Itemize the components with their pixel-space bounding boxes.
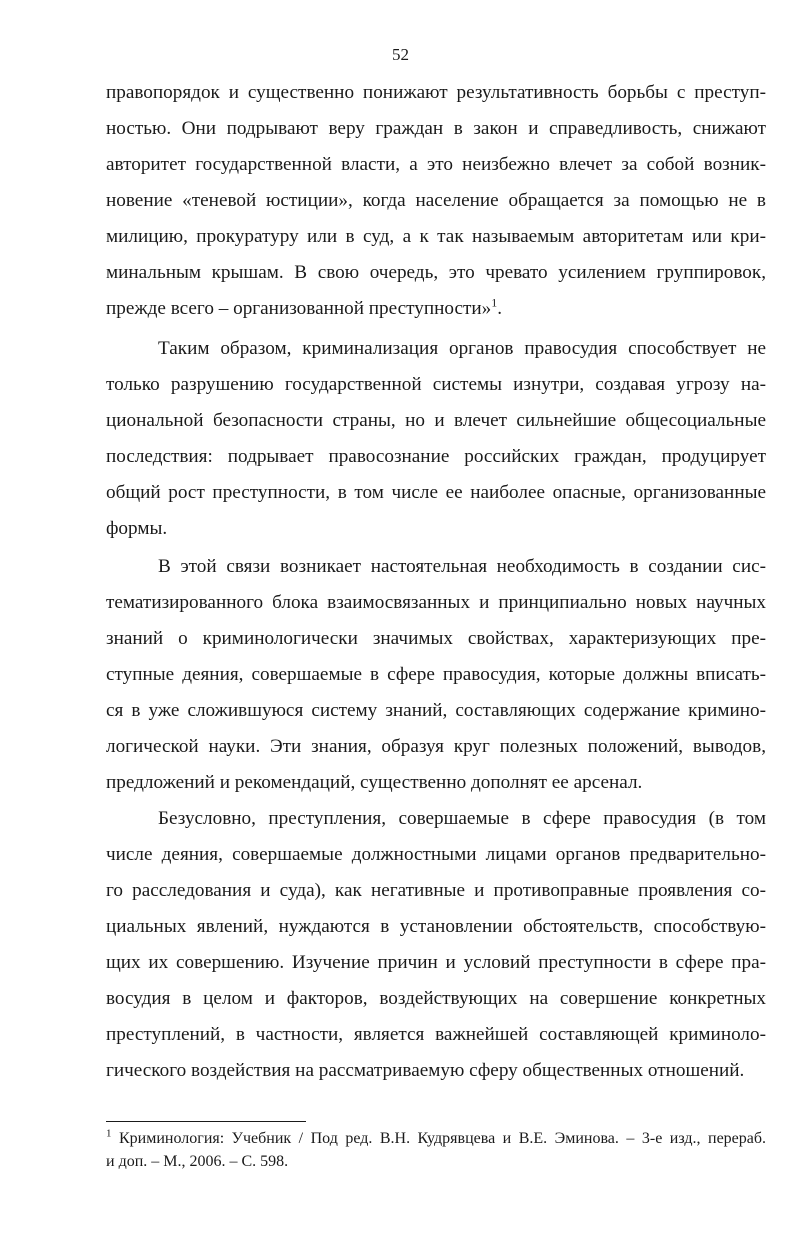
text-line: щих их совершению. Изучение причин и условий преступности в сфере пра- bbox=[106, 952, 766, 973]
text-line-with-footnote-ref bbox=[106, 297, 766, 321]
sentence-period: . bbox=[497, 298, 503, 319]
text-line: предложений и рекомендаций, существенно дополнят ее арсенал. bbox=[106, 772, 643, 793]
text-line: преступлений, в частности, является важнейшей составляющей криминоло- bbox=[106, 1024, 766, 1045]
text-line: общий рост преступности, в том числе ее наиболее опасные, организованные bbox=[106, 482, 766, 503]
text-line: правопорядок и существенно понижают результативность борьбы с преступ- bbox=[106, 82, 766, 103]
footnote-line: и доп. – М., 2006. – С. 598. bbox=[106, 1153, 289, 1170]
text-line: числе деяния, совершаемые должностными лицами органов предварительно- bbox=[106, 844, 766, 865]
text-line: тематизированного блока взаимосвязанных и принципиально новых научных bbox=[106, 592, 766, 613]
footnote-line bbox=[106, 1128, 766, 1150]
footnote-separator bbox=[106, 1121, 306, 1122]
text-line: авторитет государственной власти, а это неизбежно влечет за собой возник- bbox=[106, 154, 766, 175]
text-line: только разрушению государственной системы изнутри, создавая угрозу на- bbox=[106, 374, 766, 395]
footnote-text: Криминология: Учебник / Под ред. В.Н. Кудрявцева и В.Е. Эминова. – 3-е изд., перераб. bbox=[119, 1130, 767, 1147]
text-line: го расследования и суда), как негативные и противоправные проявления со- bbox=[106, 880, 766, 901]
text-line: ся в уже сложившуюся систему знаний, составляющих содержание кримино- bbox=[106, 700, 766, 721]
text-line: циональной безопасности страны, но и влечет сильнейшие общесоциальные bbox=[106, 410, 766, 431]
text-line: циальных явлений, нуждаются в установлении обстоятельств, способствую- bbox=[106, 916, 766, 937]
text-line: логической науки. Эти знания, образуя круг полезных положений, выводов, bbox=[106, 736, 766, 757]
footnote-marker: 1 bbox=[106, 1127, 112, 1140]
text-line: формы. bbox=[106, 518, 168, 539]
footnote-reference: 1 bbox=[491, 295, 498, 310]
text-line: минальным крышам. В свою очередь, это чревато усилением группировок, bbox=[106, 262, 766, 283]
text-line: ступные деяния, совершаемые в сфере правосудия, которые должны вписать- bbox=[106, 664, 766, 685]
text-line: восудия в целом и факторов, воздействующих на совершение конкретных bbox=[106, 988, 766, 1009]
text-line: знаний о криминологически значимых свойствах, характеризующих пре- bbox=[106, 628, 766, 649]
text-line: В этой связи возникает настоятельная необходимость в создании сис- bbox=[158, 556, 766, 577]
text-line: гического воздействия на рассматриваемую сферу общественных отношений. bbox=[106, 1060, 745, 1081]
text-line: Безусловно, преступления, совершаемые в сфере правосудия (в том bbox=[158, 808, 766, 829]
text-line: милицию, прокуратуру или в суд, а к так называемым авторитетам или кри- bbox=[106, 226, 766, 247]
text-line: новение «теневой юстиции», когда население обращается за помощью не в bbox=[106, 190, 766, 211]
text-line: последствия: подрывает правосознание российских граждан, продуцирует bbox=[106, 446, 766, 467]
text-line: прежде всего – организованной преступности» bbox=[106, 298, 492, 319]
text-line: ностью. Они подрывают веру граждан в закон и справедливость, снижают bbox=[106, 118, 766, 139]
page-number: 52 bbox=[392, 45, 409, 64]
text-line: Таким образом, криминализация органов правосудия способствует не bbox=[158, 338, 766, 359]
